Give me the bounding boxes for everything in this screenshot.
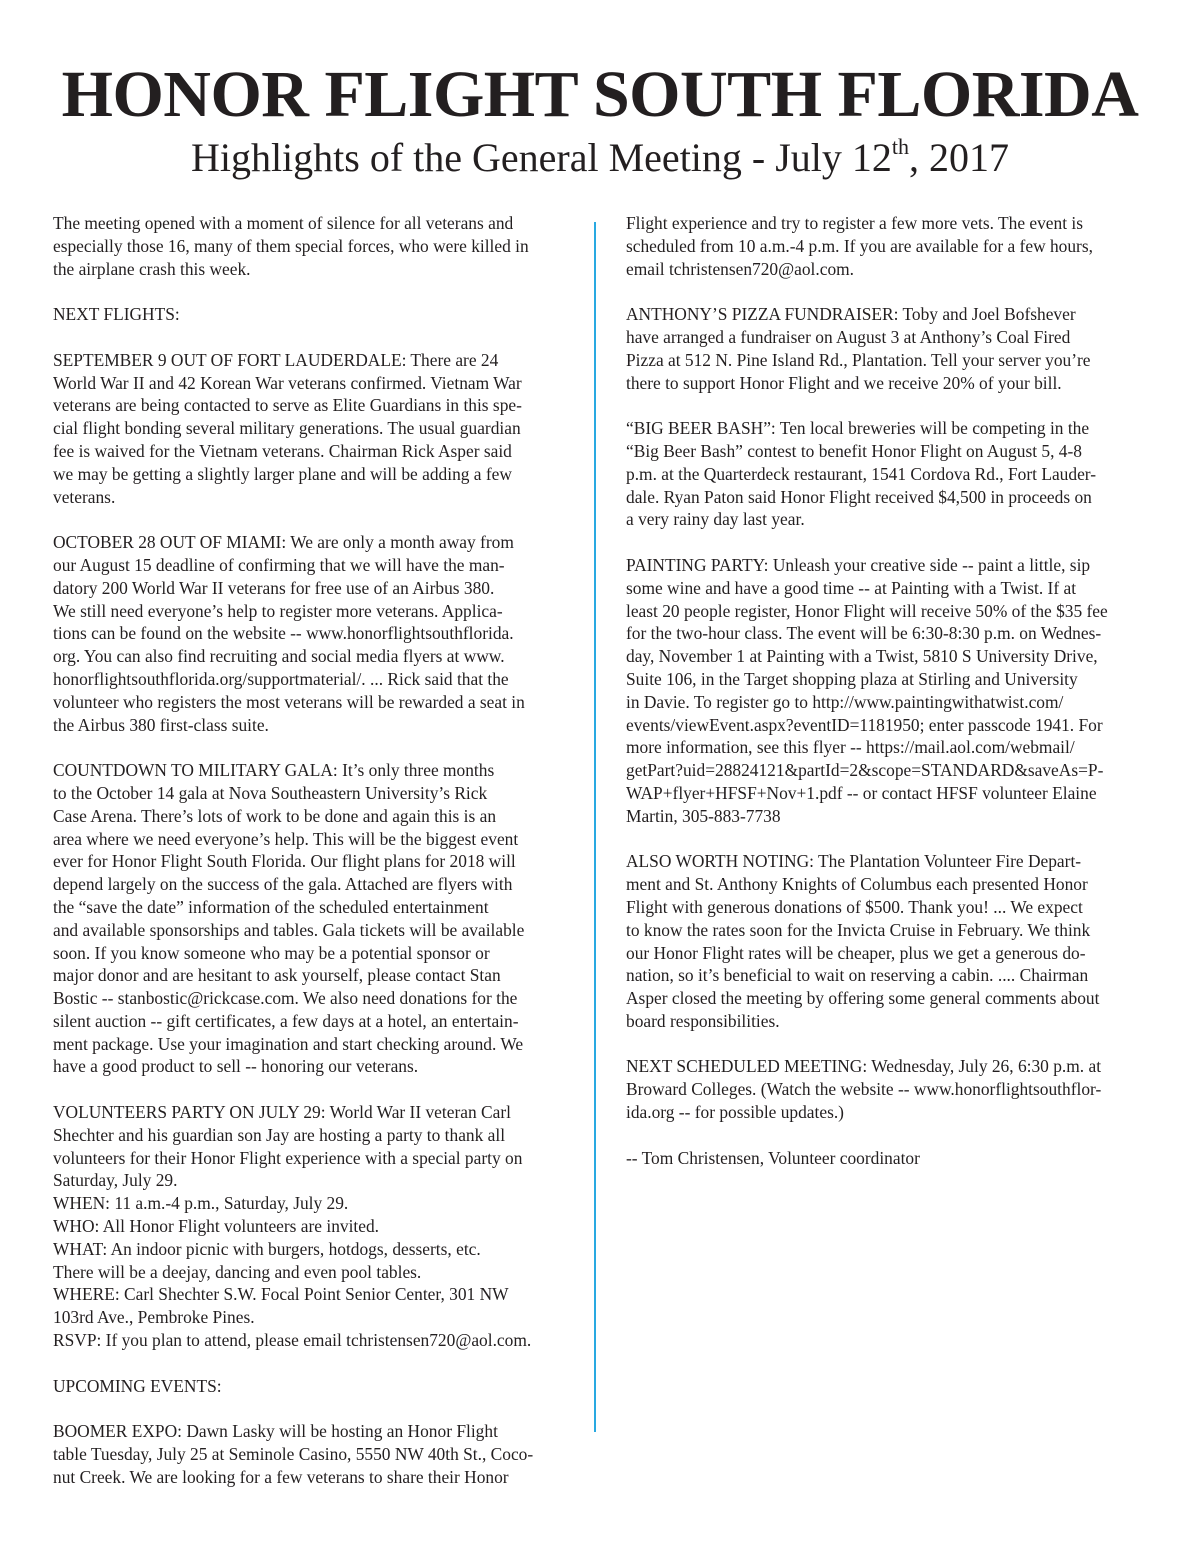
text-line: ment package. Use your imagination and start checking around. We (53, 1033, 524, 1054)
text-line: tions can be found on the website -- www.honorflightsouthflorida. (53, 623, 514, 644)
text-line: WHERE: Carl Shechter S.W. Focal Point Senior Center, 301 NW (53, 1284, 509, 1305)
text-line: least 20 people register, Honor Flight will receive 50% of the $35 fee (626, 600, 1108, 621)
september-flight-paragraph (53, 349, 573, 509)
next-flights-heading (53, 303, 573, 326)
text-line: in Davie. To register go to http://www.paintingwithatwist.com/ (626, 691, 1064, 712)
text-line: email tchristensen720@aol.com. (626, 258, 855, 279)
text-line: volunteer who registers the most veterans will be rewarded a seat in (53, 691, 525, 712)
text-line: WHAT: An indoor picnic with burgers, hotdogs, desserts, etc. (53, 1238, 481, 1259)
text-line: Shechter and his guardian son Jay are hosting a party to thank all (53, 1124, 506, 1145)
text-line: veterans. (53, 486, 116, 507)
text-line: the airplane crash this week. (53, 258, 251, 279)
text-line: we may be getting a slightly larger plane and will be adding a few (53, 463, 512, 484)
text-line: silent auction -- gift certificates, a few days at a hotel, an entertain- (53, 1010, 519, 1031)
text-line: SEPTEMBER 9 OUT OF FORT LAUDERDALE: There are 24 (53, 349, 499, 370)
document-subtitle (0, 134, 1200, 180)
text-line: volunteers for their Honor Flight experience with a special party on (53, 1147, 523, 1168)
text-line: UPCOMING EVENTS: (53, 1375, 222, 1396)
volunteers-party-paragraph (53, 1101, 573, 1352)
text-line: -- Tom Christensen, Volunteer coordinator (626, 1147, 920, 1168)
text-line: board responsibilities. (626, 1010, 780, 1031)
text-line: our August 15 deadline of confirming that we will have the man- (53, 554, 505, 575)
pizza-fundraiser-paragraph (626, 303, 1146, 394)
text-line: BOOMER EXPO: Dawn Lasky will be hosting an Honor Flight (53, 1421, 498, 1442)
text-line: there to support Honor Flight and we receive 20% of your bill. (626, 372, 1062, 393)
text-line: World War II and 42 Korean War veterans confirmed. Vietnam War (53, 372, 522, 393)
text-line: Suite 106, in the Target shopping plaza at Stirling and University (626, 668, 1078, 689)
text-line: day, November 1 at Painting with a Twist, 5810 S University Drive, (626, 646, 1098, 667)
column-divider (594, 222, 596, 1432)
text-line: The meeting opened with a moment of silence for all veterans and (53, 213, 514, 233)
upcoming-events-heading (53, 1375, 573, 1398)
text-line: WHO: All Honor Flight volunteers are invited. (53, 1216, 380, 1237)
text-line: “Big Beer Bash” contest to benefit Honor Flight on August 5, 4-8 (626, 440, 1082, 461)
text-line: soon. If you know someone who may be a potential sponsor or (53, 942, 490, 963)
text-line: RSVP: If you plan to attend, please email tchristensen720@aol.com. (53, 1330, 532, 1351)
text-line: to know the rates soon for the Invicta Cruise in February. We think (626, 919, 1091, 940)
text-line: Saturday, July 29. (53, 1170, 178, 1191)
signature-line (626, 1147, 1146, 1170)
text-line: events/viewEvent.aspx?eventID=1181950; enter passcode 1941. For (626, 714, 1103, 735)
text-line: table Tuesday, July 25 at Seminole Casino, 5550 NW 40th St., Coco- (53, 1444, 534, 1465)
military-gala-paragraph (53, 759, 573, 1078)
text-line: the Airbus 380 first-class suite. (53, 714, 269, 735)
text-line: p.m. at the Quarterdeck restaurant, 1541 Cordova Rd., Fort Lauder- (626, 463, 1097, 484)
text-line: some wine and have a good time -- at Painting with a Twist. If at (626, 577, 1077, 598)
text-line: nation, so it’s beneficial to wait on reserving a cabin. .... Chairman (626, 965, 1089, 986)
document-title: HONOR FLIGHT SOUTH FLORIDA (61, 58, 1139, 131)
right-column (626, 212, 1146, 1192)
text-line: Asper closed the meeting by offering some general comments about (626, 988, 1100, 1009)
subtitle-date-text: Highlights of the General Meeting - July 12 (190, 135, 892, 180)
text-line: “BIG BEER BASH”: Ten local breweries will be competing in the (626, 418, 1090, 439)
text-line: Broward Colleges. (Watch the website -- www.honorflightsouthflor- (626, 1079, 1102, 1100)
opening-paragraph (53, 212, 573, 280)
big-beer-bash-paragraph (626, 417, 1146, 531)
text-line: ANTHONY’S PIZZA FUNDRAISER: Toby and Joel Bofshever (626, 304, 1076, 325)
text-line: Flight experience and try to register a few more vets. The event is (626, 213, 1083, 233)
text-line: NEXT SCHEDULED MEETING: Wednesday, July 26, 6:30 p.m. at (626, 1056, 1102, 1077)
text-line: fee is waived for the Vietnam veterans. Chairman Rick Asper said (53, 440, 512, 461)
text-line: scheduled from 10 a.m.-4 p.m. If you are available for a few hours, (626, 235, 1093, 256)
text-line: a very rainy day last year. (626, 509, 805, 530)
text-line: 103rd Ave., Pembroke Pines. (53, 1307, 255, 1328)
text-line: more information, see this flyer -- https://mail.aol.com/webmail/ (626, 737, 1075, 758)
text-line: ever for Honor Flight South Florida. Our flight plans for 2018 will (53, 851, 516, 872)
text-line: Flight with generous donations of $500. Thank you! ... We expect (626, 896, 1083, 917)
text-line: ida.org -- for possible updates.) (626, 1102, 844, 1123)
text-line: veterans are being contacted to serve as Elite Guardians in this spe- (53, 395, 522, 416)
text-line: honorflightsouthflorida.org/supportmaterial/. ... Rick said that the (53, 668, 509, 689)
text-line: COUNTDOWN TO MILITARY GALA: It’s only three months (53, 760, 495, 781)
text-line: to the October 14 gala at Nova Southeastern University’s Rick (53, 782, 488, 803)
text-line: and available sponsorships and tables. Gala tickets will be available (53, 919, 525, 940)
text-line: WAP+flyer+HFSF+Nov+1.pdf -- or contact HFSF volunteer Elaine (626, 782, 1097, 803)
text-line: PAINTING PARTY: Unleash your creative side -- paint a little, sip (626, 554, 1091, 575)
next-meeting-paragraph (626, 1055, 1146, 1123)
painting-party-paragraph (626, 554, 1146, 828)
text-line: There will be a deejay, dancing and even pool tables. (53, 1261, 422, 1282)
text-line: have a good product to sell -- honoring our veterans. (53, 1056, 419, 1077)
left-column (53, 212, 573, 1511)
text-line: for the two-hour class. The event will be 6:30-8:30 p.m. on Wednes- (626, 623, 1102, 644)
text-line: We still need everyone’s help to register more veterans. Applica- (53, 600, 503, 621)
october-flight-paragraph (53, 531, 573, 736)
boomer-expo-continued-paragraph (626, 212, 1146, 280)
text-line: Pizza at 512 N. Pine Island Rd., Plantation. Tell your server you’re (626, 349, 1091, 370)
text-line: our Honor Flight rates will be cheaper, plus we get a generous do- (626, 942, 1086, 963)
text-line: OCTOBER 28 OUT OF MIAMI: We are only a month away from (53, 532, 514, 553)
text-line: Case Arena. There’s lots of work to be done and again this is an (53, 805, 497, 826)
text-line: nut Creek. We are looking for a few veterans to share their Honor (53, 1466, 509, 1487)
text-line: org. You can also find recruiting and social media flyers at www. (53, 646, 505, 667)
text-line: major donor and are hesitant to ask yourself, please contact Stan (53, 965, 501, 986)
text-line: have arranged a fundraiser on August 3 at Anthony’s Coal Fired (626, 326, 1071, 347)
text-line: depend largely on the success of the gala. Attached are flyers with (53, 874, 513, 895)
text-line: especially those 16, many of them special forces, who were killed in (53, 235, 529, 256)
text-line: VOLUNTEERS PARTY ON JULY 29: World War II veteran Carl (53, 1102, 511, 1123)
text-line: cial flight bonding several military generations. The usual guardian (53, 418, 521, 439)
boomer-expo-paragraph (53, 1420, 573, 1488)
subtitle-ordinal-suffix: th (891, 134, 910, 159)
text-line: ment and St. Anthony Knights of Columbus each presented Honor (626, 874, 1088, 895)
text-line: Bostic -- stanbostic@rickcase.com. We also need donations for the (53, 988, 518, 1009)
text-line: Martin, 305-883-7738 (626, 805, 781, 826)
text-line: NEXT FLIGHTS: (53, 304, 180, 325)
also-worth-noting-paragraph (626, 850, 1146, 1032)
text-line: the “save the date” information of the scheduled entertainment (53, 896, 489, 917)
text-line: dale. Ryan Paton said Honor Flight received $4,500 in proceeds on (626, 486, 1092, 507)
subtitle-year-text: , 2017 (909, 135, 1010, 180)
text-line: datory 200 World War II veterans for free use of an Airbus 380. (53, 577, 495, 598)
text-line: area where we need everyone’s help. This will be the biggest event (53, 828, 519, 849)
text-line: ALSO WORTH NOTING: The Plantation Volunteer Fire Depart- (626, 851, 1082, 872)
text-line: WHEN: 11 a.m.-4 p.m., Saturday, July 29. (53, 1193, 349, 1214)
text-line: getPart?uid=28824121&partId=2&scope=STANDARD&saveAs=P- (626, 760, 1104, 781)
